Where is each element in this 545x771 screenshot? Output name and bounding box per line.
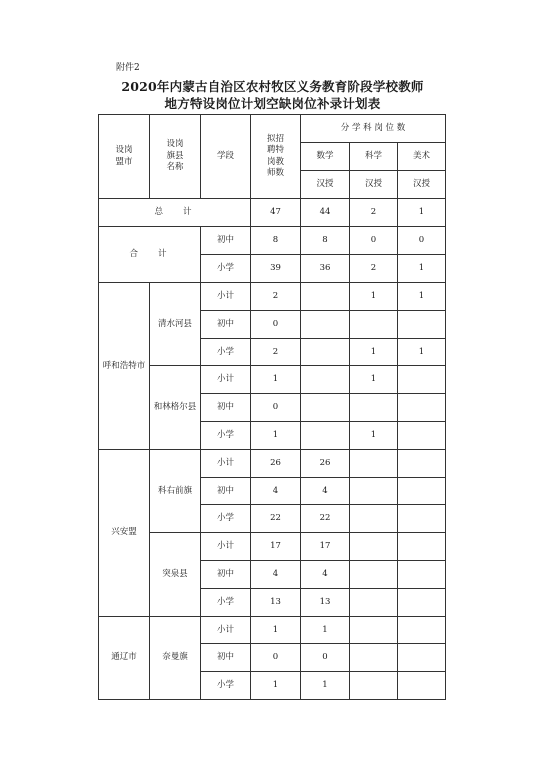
region-name: 通辽市 [99,616,150,699]
science-cell: 1 [350,338,398,366]
combined-primary-stage: 小学 [201,255,251,283]
math-cell: 26 [301,449,350,477]
combined-primary-art: 1 [398,255,446,283]
header-subject-group: 分 学 科 岗 位 数 [301,115,446,143]
planned-cell: 26 [251,449,301,477]
science-cell [350,672,398,700]
stage-cell: 初中 [201,644,251,672]
combined-junior-stage: 初中 [201,227,251,255]
header-county: 设岗 旗县 名称 [150,115,201,199]
stage-cell: 小学 [201,588,251,616]
math-cell [301,394,350,422]
math-cell [301,421,350,449]
combined-label: 合 计 [99,227,201,283]
planned-cell: 13 [251,588,301,616]
attachment-label: 附件2 [116,63,140,73]
math-cell: 0 [301,644,350,672]
art-cell: 1 [398,338,446,366]
art-cell [398,477,446,505]
stage-cell: 小计 [201,449,251,477]
header-league-city: 设岗 盟市 [99,115,150,199]
county-name: 和林格尔县 [150,366,201,449]
planned-cell: 2 [251,338,301,366]
combined-junior-row [99,227,446,255]
total-math: 44 [301,199,350,227]
art-cell [398,449,446,477]
planned-cell: 0 [251,310,301,338]
table-row [99,616,446,644]
art-cell: 1 [398,283,446,311]
stage-cell: 小学 [201,421,251,449]
header-science: 科学 [350,143,398,171]
science-cell [350,616,398,644]
stage-cell: 小计 [201,283,251,311]
math-cell: 17 [301,533,350,561]
header-planned: 拟招 聘特 岗教 师数 [251,115,301,199]
stage-cell: 初中 [201,477,251,505]
stage-cell: 小学 [201,338,251,366]
science-cell [350,394,398,422]
table-row [99,366,446,394]
math-cell: 4 [301,477,350,505]
math-cell: 1 [301,672,350,700]
art-cell [398,616,446,644]
science-cell [350,560,398,588]
planned-cell: 1 [251,616,301,644]
table-row [99,283,446,311]
region-name: 呼和浩特市 [99,283,150,450]
planned-cell: 1 [251,421,301,449]
math-cell: 1 [301,616,350,644]
science-cell: 1 [350,366,398,394]
total-planned: 47 [251,199,301,227]
title-line-2: 地方特设岗位计划空缺岗位补录计划表 [164,96,381,111]
planned-cell: 4 [251,560,301,588]
table-row [99,449,446,477]
planned-cell: 2 [251,283,301,311]
science-cell [350,477,398,505]
art-cell [398,533,446,561]
science-cell: 1 [350,421,398,449]
planned-cell: 0 [251,394,301,422]
combined-junior-math: 8 [301,227,350,255]
total-art: 1 [398,199,446,227]
science-cell: 1 [350,283,398,311]
art-cell [398,644,446,672]
combined-primary-planned: 39 [251,255,301,283]
art-cell [398,310,446,338]
vacancy-table [98,114,446,700]
science-cell [350,505,398,533]
total-science: 2 [350,199,398,227]
header-math-lang: 汉授 [301,171,350,199]
art-cell [398,366,446,394]
art-cell [398,672,446,700]
art-cell [398,588,446,616]
combined-junior-art: 0 [398,227,446,255]
combined-junior-planned: 8 [251,227,301,255]
combined-primary-math: 36 [301,255,350,283]
math-cell [301,283,350,311]
stage-cell: 小计 [201,366,251,394]
planned-cell: 1 [251,672,301,700]
planned-cell: 17 [251,533,301,561]
science-cell [350,533,398,561]
planned-cell: 22 [251,505,301,533]
total-row [99,199,446,227]
science-cell [350,644,398,672]
header-art: 美术 [398,143,446,171]
science-cell [350,588,398,616]
math-cell: 22 [301,505,350,533]
stage-cell: 初中 [201,394,251,422]
science-cell [350,310,398,338]
header-math: 数学 [301,143,350,171]
total-label: 总 计 [99,199,251,227]
math-cell: 4 [301,560,350,588]
county-name: 突泉县 [150,533,201,616]
region-name: 兴安盟 [99,449,150,616]
title-line-1: 2020年内蒙古自治区农村牧区义务教育阶段学校教师 [121,79,424,94]
planned-cell: 4 [251,477,301,505]
math-cell [301,310,350,338]
county-name: 科右前旗 [150,449,201,532]
combined-primary-science: 2 [350,255,398,283]
science-cell [350,449,398,477]
stage-cell: 小计 [201,533,251,561]
planned-cell: 1 [251,366,301,394]
art-cell [398,421,446,449]
county-name: 奈曼旗 [150,616,201,699]
math-cell [301,338,350,366]
header-art-lang: 汉授 [398,171,446,199]
county-name: 清水河县 [150,283,201,366]
math-cell [301,366,350,394]
combined-junior-science: 0 [350,227,398,255]
art-cell [398,505,446,533]
stage-cell: 小学 [201,672,251,700]
stage-cell: 初中 [201,560,251,588]
math-cell: 13 [301,588,350,616]
art-cell [398,560,446,588]
stage-cell: 小学 [201,505,251,533]
planned-cell: 0 [251,644,301,672]
art-cell [398,394,446,422]
stage-cell: 初中 [201,310,251,338]
stage-cell: 小计 [201,616,251,644]
table-row [99,533,446,561]
header-stage: 学段 [201,115,251,199]
header-science-lang: 汉授 [350,171,398,199]
